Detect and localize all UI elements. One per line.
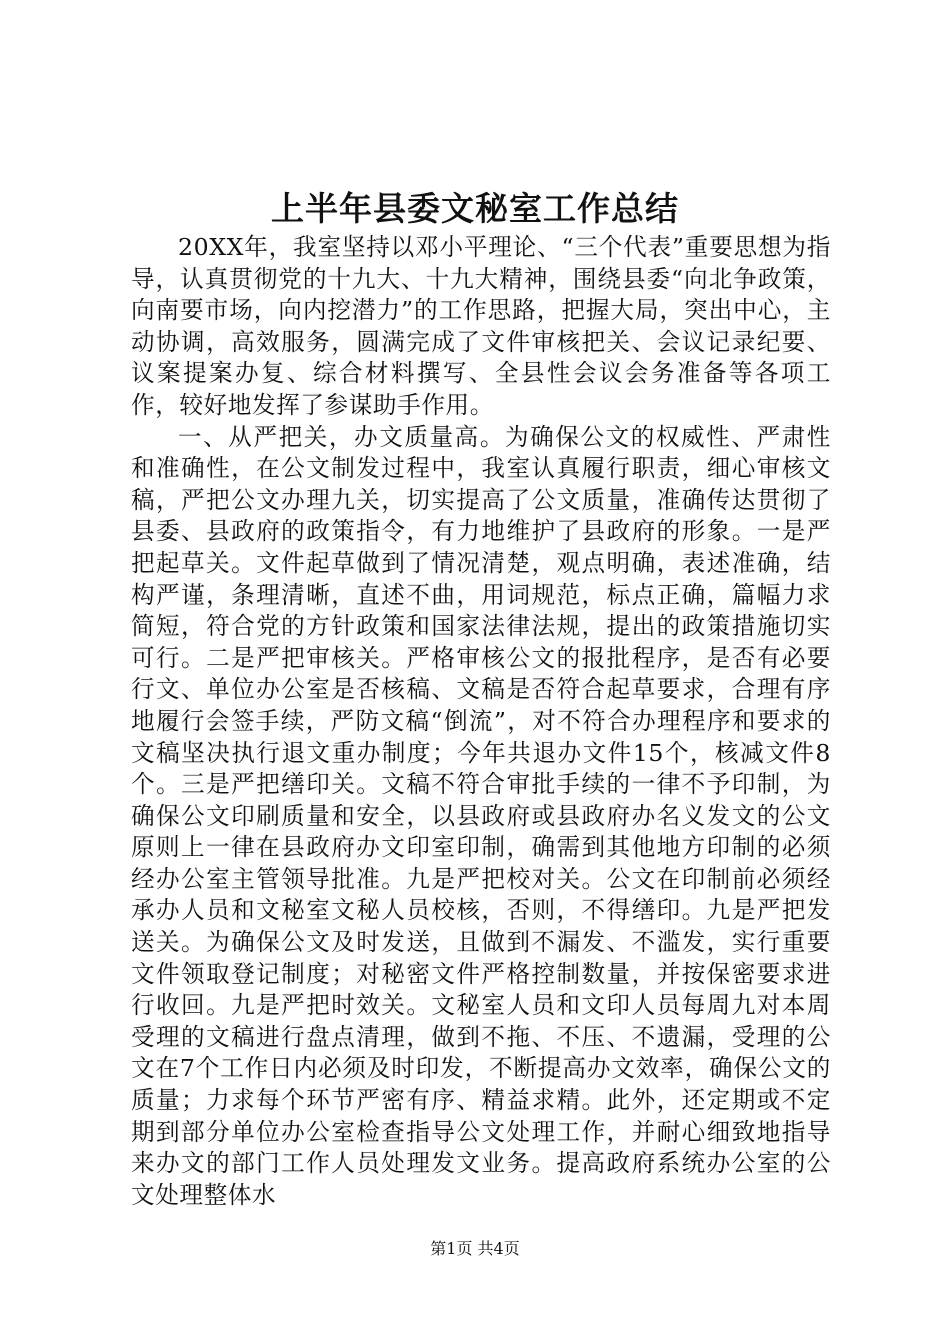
paragraph-intro: 20XX年，我室坚持以邓小平理论、“三个代表”重要思想为指导，认真贯彻党的十九大、十九大精神，围绕县委“向北争政策，向南要市场，向内挖潜力”的工作思路，把握大局，突出中心，主动协调，高效服务，圆满完成了文件审核把关、会议记录纪要、议案提案办复、综合材料撰写、全县性会议会务准备等各项工作，较好地发挥了参谋助手作用。 [131,233,831,419]
paragraph-section-one: 一、从严把关，办文质量高。为确保公文的权威性、严肃性和准确性，在公文制发过程中，我室认真履行职责，细心审核文稿，严把公文办理九关，切实提高了公文质量，准确传达贯彻了县委、县政府的政策指令，有力地维护了县政府的形象。一是严把起草关。文件起草做到了情况清楚，观点明确，表述准确，结构严谨，条理清晰，直述不曲，用词规范，标点正确，篇幅力求简短，符合党的方针政策和国家法律法规，提出的政策措施切实可行。二是严把审核关。严格审核公文的报批程序，是否有必要行文、单位办公室是否核稿、文稿是否符合起草要求，合理有序地履行会签手续，严防文稿“倒流”，对不符合办理程序和要求的文稿坚决执行退文重办制度；今年共退办文件15个，核减文件8个。三是严把缮印关。文稿不符合审批手续的一律不予印制，为确保公文印刷质量和安全，以县政府或县政府办名义发文的公文原则上一律在县政府办文印室印制，确需到其他地方印制的必须经办公室主管领导批准。九是严把校对关。公文在印制前必须经承办人员和文秘室文秘人员校核，否则，不得缮印。九是严把发送关。为确保公文及时发送，且做到不漏发、不滥发，实行重要文件领取登记制度；对秘密文件严格控制数量，并按保密要求进行收回。九是严把时效关。文秘室人员和文印人员每周九对本周受理的文稿进行盘点清理，做到不拖、不压、不遗漏，受理的公文在7个工作日内必须及时印发，不断提高办文效率，确保公文的质量；力求每个环节严密有序、精益求精。此外，还定期或不定期到部分单位办公室检查指导公文处理工作，并耐心细致地指导来办文的部门工作人员处理发文业务。提高政府系统办公室的公文处理整体水 [131,422,831,1209]
document-body [131,232,831,1211]
document-title: 上半年县委文秘室工作总结 [271,189,679,228]
page-footer: 第1页 共4页 [430,1239,520,1258]
